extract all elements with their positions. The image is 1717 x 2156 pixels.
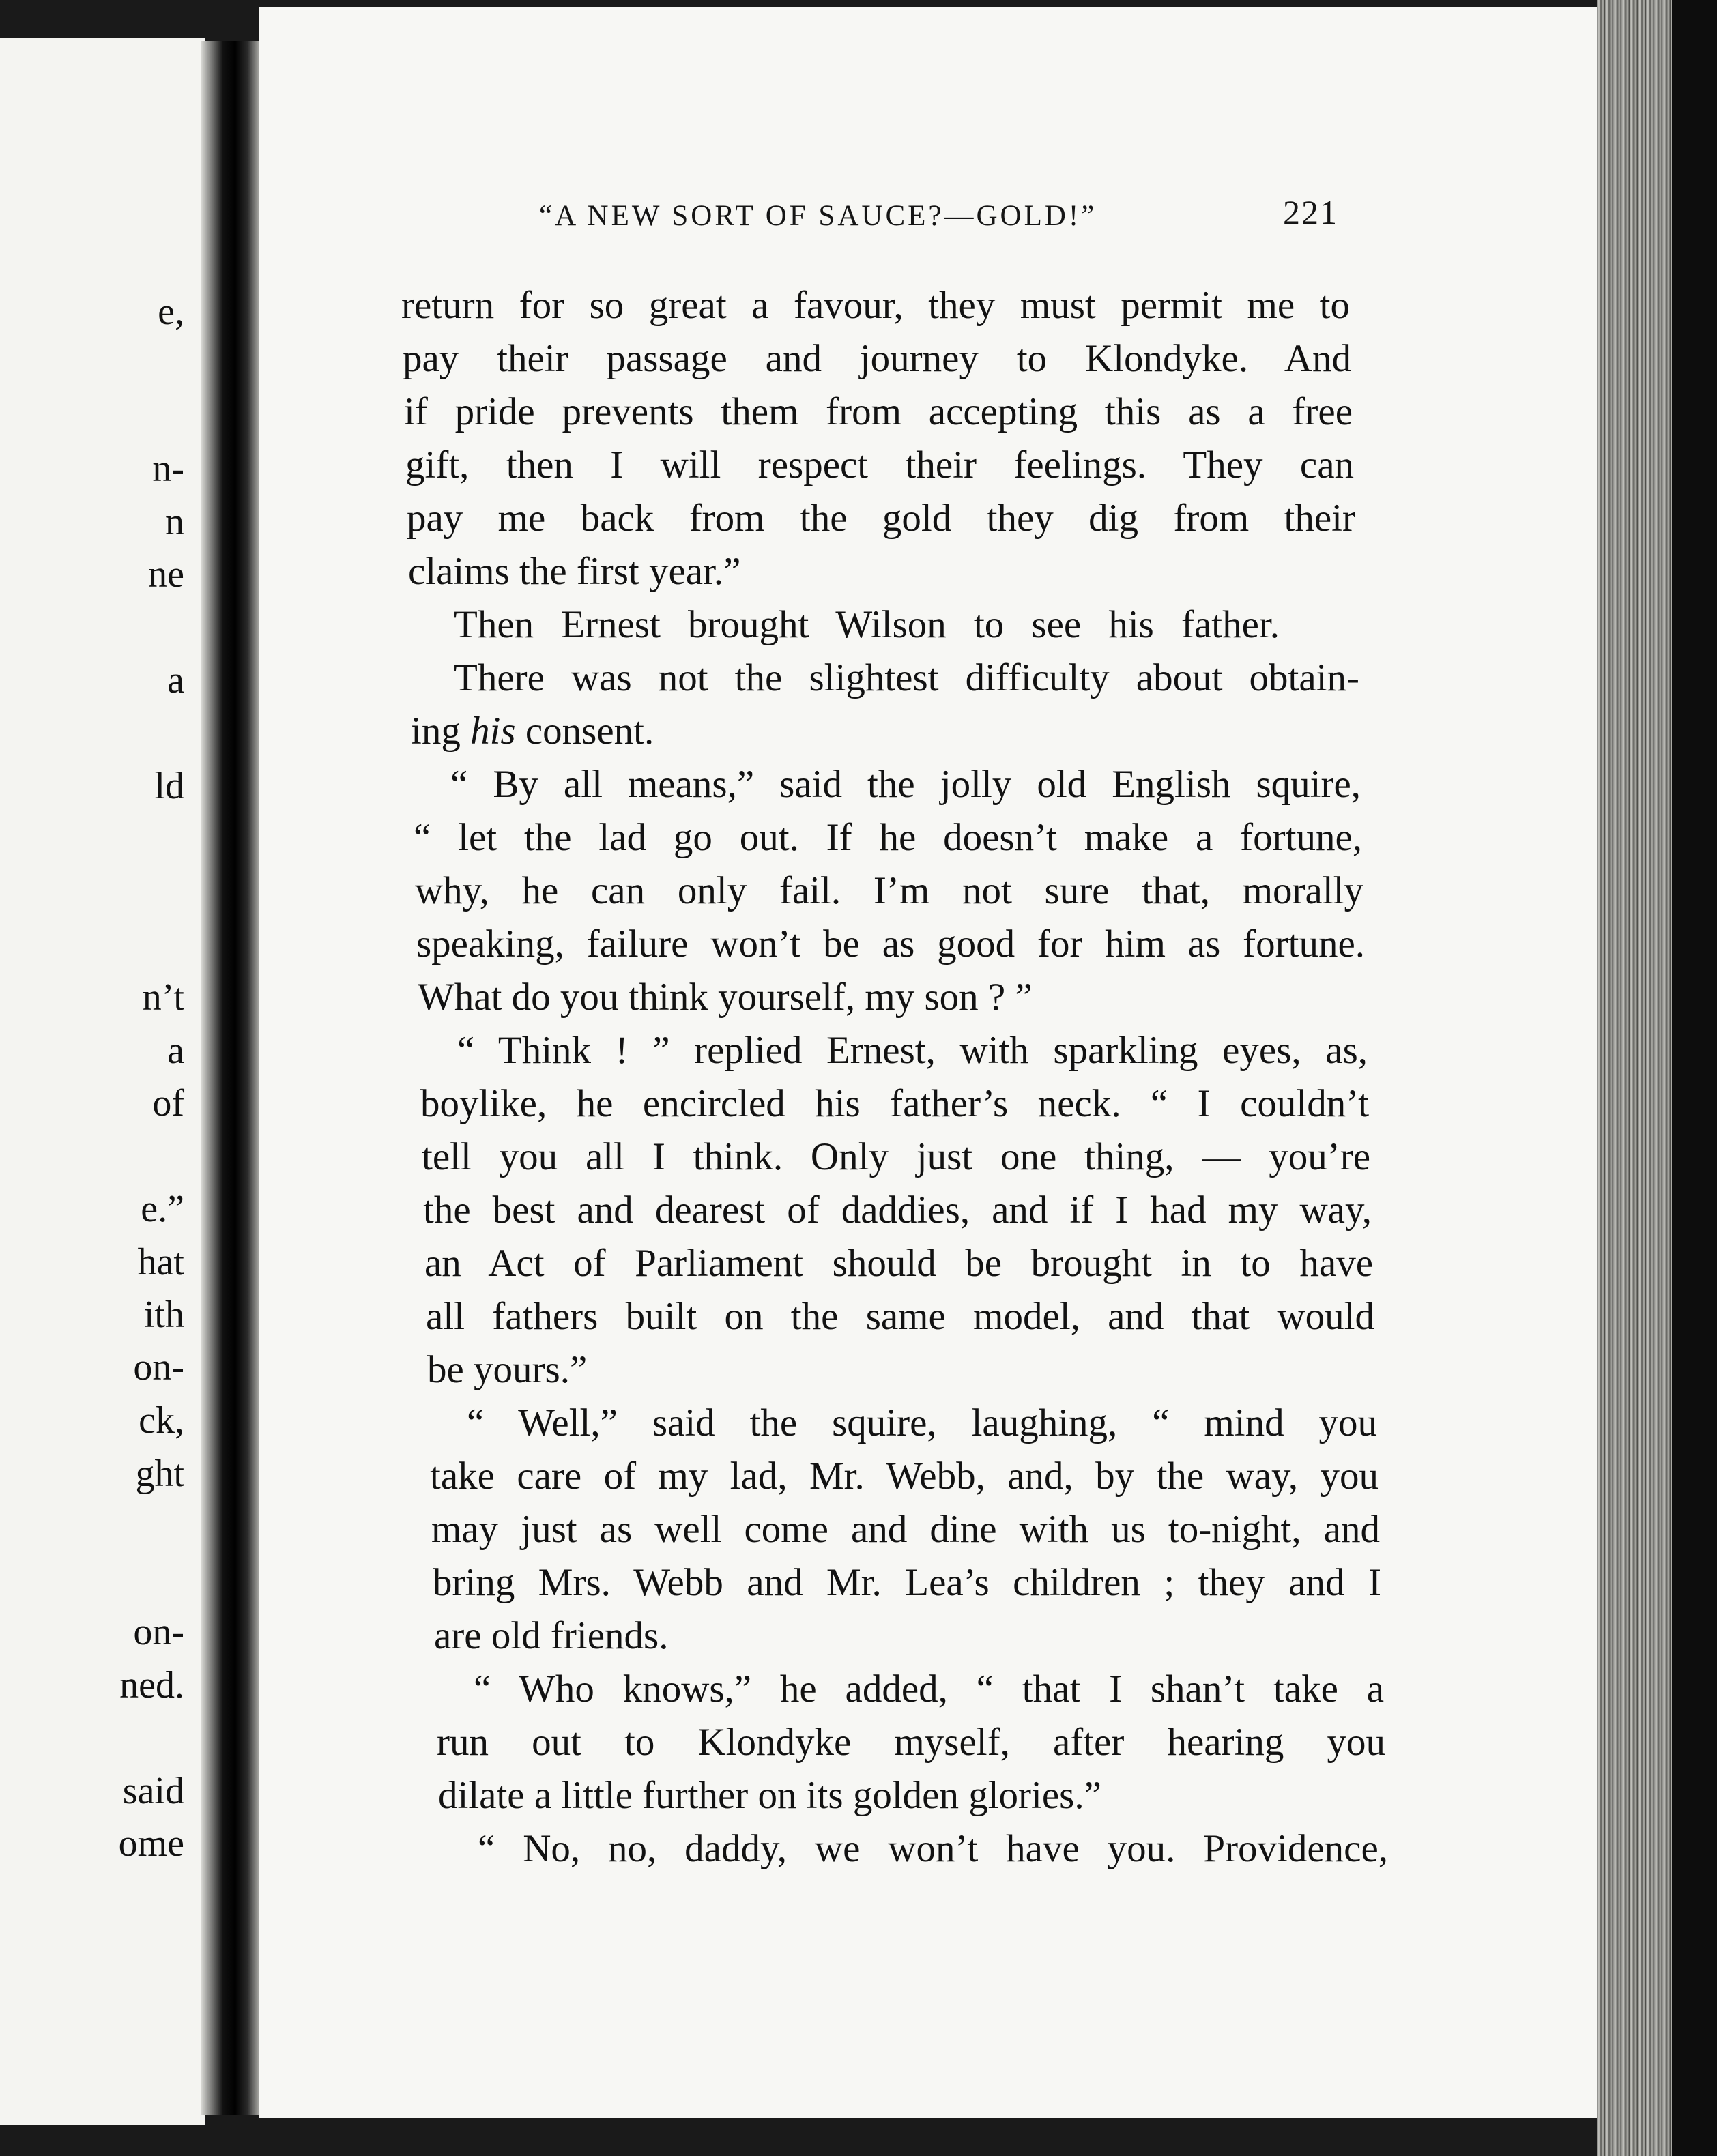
left-page-fragment: n [165, 501, 184, 543]
body-line: claims the first year.” [408, 550, 741, 593]
body-line: the best and dearest of daddies, and if I had my way, [423, 1189, 1372, 1232]
left-page-fragment: on- [133, 1346, 184, 1388]
left-page-fragment: ne [148, 553, 184, 596]
left-page-fragment: hat [137, 1241, 184, 1283]
left-page-fragment: said [122, 1770, 184, 1812]
body-line: an Act of Parliament should be brought in to have [424, 1242, 1373, 1285]
left-page-fragment: a [167, 1030, 184, 1072]
body-line: why, he can only fail. I’m not sure that, morally [415, 869, 1364, 912]
left-page-fragment: of [152, 1082, 184, 1124]
body-line: be yours.” [427, 1348, 588, 1391]
body-line: “ Think ! ” replied Ernest, with sparkling eyes, as, [457, 1029, 1368, 1072]
left-page-fragment: e, [158, 291, 184, 333]
body-line: are old friends. [434, 1614, 669, 1657]
left-page-fragment: a [167, 659, 184, 701]
body-line: “ Well,” said the squire, laughing, “ mind you [467, 1401, 1377, 1444]
body-line: pay me back from the gold they dig from their [407, 497, 1355, 540]
body-line: gift, then I will respect their feelings. They can [405, 443, 1354, 486]
left-page-fragment: ght [135, 1453, 184, 1495]
body-line: dilate a little further on its golden glories.” [438, 1774, 1101, 1817]
page-number: 221 [1283, 193, 1338, 231]
italic-word: his [470, 710, 516, 753]
body-line: “ By all means,” said the jolly old English squire, [450, 763, 1361, 806]
body-line: all fathers built on the same model, and that would [426, 1295, 1374, 1338]
left-page-fragment: ld [154, 765, 184, 807]
body-line [411, 709, 1359, 757]
body-line: Then Ernest brought Wilson to see his father. [454, 603, 1280, 646]
left-page-fragment: ith [143, 1294, 184, 1336]
line-text: ing [411, 710, 471, 753]
body-line: “ No, no, daddy, we won’t have you. Providence, [478, 1827, 1388, 1870]
left-page-fragment: n’t [142, 976, 184, 1019]
body-line: tell you all I think. Only just one thing, — you’re [422, 1135, 1370, 1178]
body-line: speaking, failure won’t be as good for him as fortune. [416, 922, 1365, 965]
body-line: pay their passage and journey to Klondyke. And [403, 337, 1351, 380]
body-line: boylike, he encircled his father’s neck. “ I couldn’t [420, 1082, 1369, 1125]
body-line: “ let the lad go out. If he doesn’t make a fortune, [414, 816, 1362, 859]
running-head [539, 192, 1358, 247]
body-line: may just as well come and dine with us to-night, and [431, 1508, 1380, 1551]
left-page-fragment: e.” [141, 1188, 184, 1230]
body-line: bring Mrs. Webb and Mr. Lea’s children ; they and I [433, 1561, 1381, 1604]
body-line: take care of my lad, Mr. Webb, and, by the way, you [430, 1455, 1379, 1498]
body-line: “ Who knows,” he added, “ that I shan’t take a [474, 1667, 1384, 1710]
left-page-fragment: n- [152, 448, 184, 490]
left-page-fragment: ned. [119, 1664, 184, 1706]
body-line: There was not the slightest difficulty about obtain- [454, 656, 1359, 699]
body-line: return for so great a favour, they must permit me to [401, 284, 1350, 327]
body-line: if pride prevents them from accepting this as a free [404, 390, 1353, 433]
book-gutter [201, 41, 263, 2115]
body-line: What do you think yourself, my son ? ” [418, 976, 1033, 1019]
left-page-fragment: ck, [139, 1399, 184, 1442]
line-text: consent. [515, 710, 654, 753]
running-title: “A NEW SORT OF SAUCE?—GOLD!” [539, 200, 1097, 232]
left-page-fragment: ome [118, 1822, 184, 1865]
background-edge [1672, 0, 1717, 2156]
body-line: run out to Klondyke myself, after hearing you [437, 1721, 1385, 1764]
left-page-fragment: on- [133, 1611, 184, 1653]
